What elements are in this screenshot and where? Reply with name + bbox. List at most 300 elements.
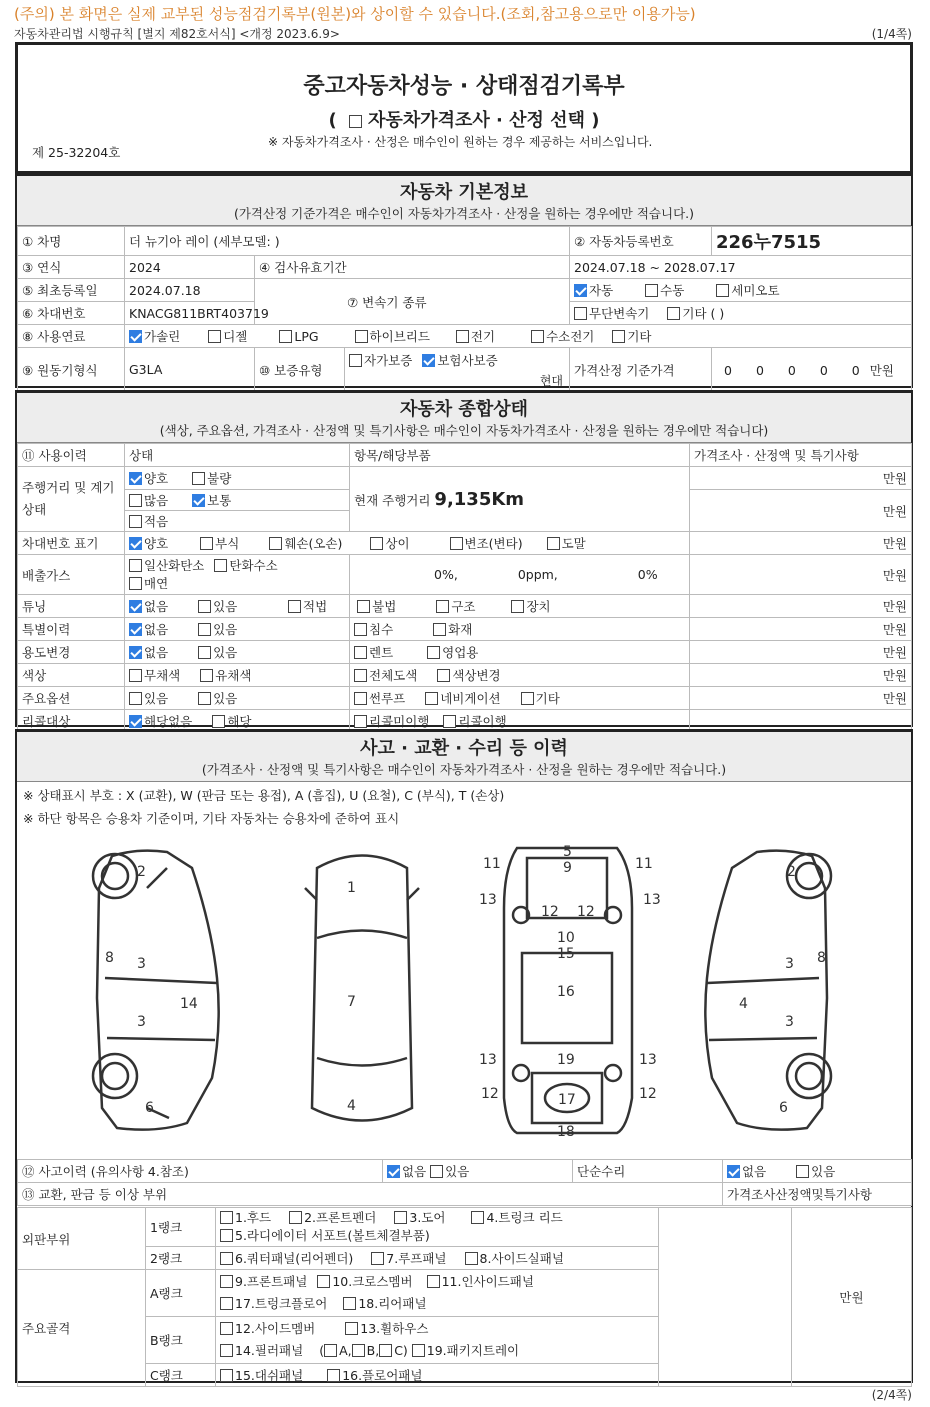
trans-etc-label: 기타 ( ) <box>682 306 725 321</box>
part-10-checkbox[interactable] <box>317 1275 330 1288</box>
odo-good-checkbox[interactable] <box>129 472 142 485</box>
warranty-insurance-checkbox[interactable] <box>422 354 435 367</box>
label-inspection-valid: ④ 검사유효기간 <box>255 256 570 279</box>
rank2-label: 2랭크 <box>146 1247 216 1270</box>
accident-section <box>15 729 913 1383</box>
dl-3b: 3 <box>137 1014 146 1030</box>
color-chromatic-label: 유채색 <box>215 668 252 683</box>
rankB-label: B랭크 <box>146 1317 216 1364</box>
odo-few-checkbox[interactable] <box>129 515 142 528</box>
gas-value-hc: 0ppm, <box>517 567 558 582</box>
rankC-label: C랭크 <box>146 1364 216 1387</box>
simple-none-checkbox[interactable] <box>727 1165 740 1178</box>
dt-7: 7 <box>347 994 356 1010</box>
part-4-checkbox[interactable] <box>471 1211 484 1224</box>
label-fuel: ⑧ 사용연료 <box>18 325 125 348</box>
label-parts-price: 가격조사산정액및특기사항 <box>723 1183 912 1206</box>
vin-diff-checkbox[interactable] <box>370 537 383 550</box>
dt-1: 1 <box>347 880 356 896</box>
price-digit-4: 0 <box>819 362 828 378</box>
odo-row1 <box>125 467 350 490</box>
vin-alter-checkbox[interactable] <box>450 537 463 550</box>
left-door-line <box>105 868 217 1118</box>
fuel-etc-checkbox[interactable] <box>612 330 625 343</box>
gas-price: 만원 <box>690 555 912 595</box>
part-19-label: 19.패키지트레이 <box>426 1343 520 1358</box>
usage-rent-label: 렌트 <box>369 645 394 660</box>
odo-bad-label: 불량 <box>207 471 232 486</box>
accident-yes-checkbox[interactable] <box>430 1165 443 1178</box>
vin-rust-checkbox[interactable] <box>200 537 213 550</box>
option-options-b <box>350 687 690 710</box>
fuel-gasoline-label: 가솔린 <box>144 329 181 344</box>
overall-title: 자동차 종합상태 <box>400 399 528 420</box>
label-year: ③ 연식 <box>18 256 125 279</box>
color-achromatic-label: 무채색 <box>144 668 181 683</box>
df-15: 15 <box>557 946 575 962</box>
recall-none-label: 해당없음 <box>144 714 193 729</box>
special-none-label: 없음 <box>144 622 169 637</box>
part-11-checkbox[interactable] <box>427 1275 440 1288</box>
accident-title: 사고 · 교환 · 수리 등 이력 <box>360 738 568 759</box>
usage-options-a <box>125 641 350 664</box>
vin-diff-label: 상이 <box>385 536 410 551</box>
price-digit-5: 0 <box>851 362 860 378</box>
pillar-b-checkbox[interactable] <box>352 1344 365 1357</box>
usage-price: 만원 <box>690 641 912 664</box>
gas-values <box>350 555 690 595</box>
rank2-items <box>216 1247 659 1270</box>
label-reg-number: ② 자동차등록번호 <box>570 227 712 256</box>
vin-price: 만원 <box>690 532 912 555</box>
pillar-a-label: A <box>339 1343 348 1358</box>
color-chromatic-checkbox[interactable] <box>200 669 213 682</box>
special-flood-label: 침수 <box>369 622 394 637</box>
color-change-checkbox[interactable] <box>437 669 450 682</box>
dr-6: 6 <box>779 1100 788 1116</box>
odo-label-1: 주행거리 및 계기 <box>22 480 115 495</box>
value-reg-number: 226누7515 <box>712 227 912 256</box>
df-11a: 11 <box>483 856 501 872</box>
special-fire-label: 화재 <box>448 622 473 637</box>
odo-label <box>18 467 125 532</box>
basic-info-header <box>17 176 911 226</box>
trans-auto-label: 자동 <box>589 283 614 298</box>
fuel-hybrid-label: 하이브리드 <box>369 329 430 344</box>
tuning-device-checkbox[interactable] <box>511 600 524 613</box>
part-3-label: 3.도어 <box>409 1210 446 1225</box>
odo-current-value: 9,135Km <box>434 488 525 510</box>
df-12a: 12 <box>541 904 559 920</box>
part-5-checkbox[interactable] <box>220 1229 233 1242</box>
dl-14: 14 <box>180 996 198 1012</box>
dr-3a: 3 <box>785 956 794 972</box>
odo-many-checkbox[interactable] <box>129 494 142 507</box>
color-change-label: 색상변경 <box>452 668 501 683</box>
usage-options-b <box>350 641 690 664</box>
vin-rust-label: 부식 <box>215 536 240 551</box>
part-7-checkbox[interactable] <box>371 1252 384 1265</box>
special-options-b <box>350 618 690 641</box>
odo-current-cell <box>350 467 690 532</box>
part-2-label: 2.프론트펜더 <box>304 1210 377 1225</box>
transmission-options-2 <box>570 302 912 325</box>
top-outline <box>312 856 412 1121</box>
rankA-label: A랭크 <box>146 1270 216 1317</box>
tuning-legal-label: 적법 <box>303 599 328 614</box>
overall-table <box>17 443 912 733</box>
value-inspection-valid: 2024.07.18 ~ 2028.07.17 <box>570 256 912 279</box>
rank1-items <box>216 1208 659 1247</box>
value-engine: G3LA <box>125 348 255 392</box>
part-16-checkbox[interactable] <box>327 1369 340 1382</box>
usage-yes-checkbox[interactable] <box>198 646 211 659</box>
doc-number: 제 25-32204호 <box>32 145 121 160</box>
title-note: ※ 자동차가격조사 · 산정은 매수인이 원하는 경우 제공하는 서비스입니다. <box>268 135 653 149</box>
odo-few-label: 적음 <box>144 514 169 529</box>
part-9-checkbox[interactable] <box>220 1275 233 1288</box>
price-option-checkbox[interactable] <box>349 115 362 128</box>
usage-rent-checkbox[interactable] <box>354 646 367 659</box>
option-navigation-checkbox[interactable] <box>425 692 438 705</box>
df-13d: 13 <box>639 1052 657 1068</box>
df-13c: 13 <box>479 1052 497 1068</box>
gas-value-smoke: 0% <box>637 567 658 582</box>
car-diagram <box>17 828 911 1158</box>
doc-title: 중고자동차성능 · 상태점검기록부 <box>303 74 625 99</box>
odo-row3 <box>125 511 350 532</box>
color-full-paint-label: 전체도색 <box>369 668 418 683</box>
color-achromatic-checkbox[interactable] <box>129 669 142 682</box>
usage-yes-label: 있음 <box>213 645 238 660</box>
recall-not-done-checkbox[interactable] <box>354 715 367 728</box>
option-yes2-checkbox[interactable] <box>198 692 211 705</box>
price-digit-3: 0 <box>787 362 796 378</box>
notice-banner: (주의) 본 화면은 실제 교부된 성능점검기록부(원본)와 상이할 수 있습니다.(조회,참고용으로만 이용가능) <box>14 5 696 23</box>
gas-smoke-checkbox[interactable] <box>129 577 142 590</box>
odo-current-label: 현재 주행거리 <box>354 492 431 508</box>
vin-good-label: 양호 <box>144 536 169 551</box>
df-9: 9 <box>563 860 572 876</box>
part-13-label: 13.휠하우스 <box>360 1321 429 1336</box>
simple-none-label: 없음 <box>742 1164 767 1179</box>
option-sunroof-checkbox[interactable] <box>354 692 367 705</box>
special-price: 만원 <box>690 618 912 641</box>
vin-paint-label: 도말 <box>561 536 586 551</box>
simple-yes-checkbox[interactable] <box>796 1165 809 1178</box>
rankA-items <box>216 1270 659 1317</box>
color-price: 만원 <box>690 664 912 687</box>
simple-repair-options <box>723 1160 912 1183</box>
label-parts: ⑬ 교환, 판금 등 이상 부위 <box>18 1183 723 1206</box>
odo-price-2: 만원 <box>690 490 912 532</box>
dr-2: 2 <box>787 864 796 880</box>
option-etc-label: 기타 <box>535 691 560 706</box>
recall-none-checkbox[interactable] <box>129 715 142 728</box>
dl-2: 2 <box>137 864 146 880</box>
simple-yes-label: 있음 <box>811 1164 836 1179</box>
df-11b: 11 <box>635 856 653 872</box>
part-12-checkbox[interactable] <box>220 1322 233 1335</box>
usage-label: 용도변경 <box>18 641 125 664</box>
part-4-label: 4.트렁크 리드 <box>486 1210 563 1225</box>
pillar-c-label: C <box>394 1343 403 1358</box>
title-frame <box>15 42 913 174</box>
basic-info-subtitle: (가격산정 기준가격은 매수인이 자동차가격조사 · 산정을 원하는 경우에만 적습니다.) <box>233 206 695 221</box>
option-etc-checkbox[interactable] <box>521 692 534 705</box>
gas-value-co: 0%, <box>434 567 458 582</box>
fuel-hydrogen-checkbox[interactable] <box>531 330 544 343</box>
fuel-gasoline-checkbox[interactable] <box>129 330 142 343</box>
label-transmission <box>255 279 570 325</box>
tuning-structure-label: 구조 <box>451 599 476 614</box>
color-options-a <box>125 664 350 687</box>
part-12-label: 12.사이드멤버 <box>235 1321 316 1336</box>
fuel-electric-label: 전기 <box>470 329 496 344</box>
trans-etc-checkbox[interactable] <box>667 307 680 320</box>
part-14-label: 14.필러패널 <box>235 1343 304 1358</box>
usage-business-checkbox[interactable] <box>427 646 440 659</box>
part-19-checkbox[interactable] <box>412 1344 425 1357</box>
price-option-label: 자동차가격조사 · 산정 선택 <box>368 110 585 131</box>
df-18: 18 <box>557 1124 575 1140</box>
part-6-label: 6.쿼터패널(리어펜더) <box>235 1251 354 1266</box>
part-5-label: 5.라디에이터 서포트(볼트체결부품) <box>235 1228 430 1243</box>
fuel-electric-checkbox[interactable] <box>456 330 469 343</box>
tuning-price: 만원 <box>690 595 912 618</box>
h-state: 상태 <box>125 444 350 467</box>
pillar-b-label: B <box>366 1343 376 1358</box>
df-12b: 12 <box>577 904 595 920</box>
pillar-a-checkbox[interactable] <box>324 1344 337 1357</box>
part-14-checkbox[interactable] <box>220 1344 233 1357</box>
df-17: 17 <box>558 1092 576 1108</box>
warranty-self-label: 자가보증 <box>364 353 413 368</box>
trans-semi-checkbox[interactable] <box>716 284 729 297</box>
warranty-options <box>345 348 570 392</box>
accident-header <box>17 732 911 782</box>
special-yes-checkbox[interactable] <box>198 623 211 636</box>
part-17-checkbox[interactable] <box>220 1297 233 1310</box>
trans-cvt-checkbox[interactable] <box>574 307 587 320</box>
dl-3a: 3 <box>137 956 146 972</box>
basic-info-title: 자동차 기본정보 <box>400 182 528 203</box>
color-options-b <box>350 664 690 687</box>
color-label: 색상 <box>18 664 125 687</box>
warranty-self-checkbox[interactable] <box>349 354 362 367</box>
recall-done-label: 리콜이행 <box>458 714 507 729</box>
option-label: 주요옵션 <box>18 687 125 710</box>
pillar-c-checkbox[interactable] <box>379 1344 392 1357</box>
part-3-checkbox[interactable] <box>394 1211 407 1224</box>
part-15-label: 15.대쉬패널 <box>235 1368 304 1383</box>
part-17-label: 17.트렁크플로어 <box>235 1296 328 1311</box>
value-year: 2024 <box>125 256 255 279</box>
part-8-checkbox[interactable] <box>465 1252 478 1265</box>
tuning-structure-checkbox[interactable] <box>436 600 449 613</box>
page-number-bottom: (2/4쪽) <box>871 1388 912 1402</box>
odo-normal-checkbox[interactable] <box>192 494 205 507</box>
transmission-options-1 <box>570 279 912 302</box>
part-1-label: 1.후드 <box>235 1210 272 1225</box>
tuning-illegal-checkbox[interactable] <box>357 600 370 613</box>
price-unit: 만원 <box>869 362 894 378</box>
part-10-label: 10.크로스멤버 <box>332 1274 413 1289</box>
option-yes2-label: 있음 <box>213 691 238 706</box>
tuning-label: 튜닝 <box>18 595 125 618</box>
odo-label-2: 상태 <box>22 502 47 517</box>
fuel-diesel-checkbox[interactable] <box>208 330 221 343</box>
outer-label: 외판부위 <box>18 1208 146 1270</box>
trans-semi-label: 세미오토 <box>731 283 780 298</box>
option-options-a <box>125 687 350 710</box>
recall-label: 리콜대상 <box>18 710 125 733</box>
gas-hc-checkbox[interactable] <box>214 559 227 572</box>
df-19: 19 <box>557 1052 575 1068</box>
label-first-reg: ⑤ 최초등록일 <box>18 279 125 302</box>
left-front-wheel <box>93 854 137 898</box>
overall-header <box>17 393 911 443</box>
label-accident: ⑫ 사고이력 (유의사항 4.참조) <box>18 1160 383 1183</box>
usage-business-label: 영업용 <box>442 645 479 660</box>
part-16-label: 16.플로어패널 <box>342 1368 423 1383</box>
value-vin: KNACG811BRT403719 <box>125 302 255 325</box>
part-15-checkbox[interactable] <box>220 1369 233 1382</box>
part-11-label: 11.인사이드패널 <box>441 1274 534 1289</box>
rank1-label: 1랭크 <box>146 1208 216 1247</box>
option-navigation-label: 네비게이션 <box>440 691 501 706</box>
value-car-name: 더 뉴기아 레이 (세부모델: ) <box>125 227 570 256</box>
gas-smoke-label: 매연 <box>144 575 169 591</box>
tuning-device-label: 장치 <box>526 599 551 614</box>
gas-hc-label: 탄화수소 <box>229 557 278 573</box>
h-usage: ⑪ 사용이력 <box>18 444 125 467</box>
parts-price-spacer <box>659 1208 792 1387</box>
trans-cvt-label: 무단변속기 <box>589 306 650 321</box>
warranty-insurance-label: 보험사보증 <box>437 353 498 368</box>
usage-none-checkbox[interactable] <box>129 646 142 659</box>
value-first-reg: 2024.07.18 <box>125 279 255 302</box>
special-label: 특별이력 <box>18 618 125 641</box>
option-sunroof-label: 썬루프 <box>369 691 406 706</box>
df-16: 16 <box>557 984 575 1000</box>
odo-bad-checkbox[interactable] <box>192 472 205 485</box>
df-12c: 12 <box>481 1086 499 1102</box>
special-none-checkbox[interactable] <box>129 623 142 636</box>
part-18-label: 18.리어패널 <box>358 1296 427 1311</box>
df-5: 5 <box>563 844 572 860</box>
vin-paint-checkbox[interactable] <box>547 537 560 550</box>
vin-mark-options <box>125 532 690 555</box>
odo-price-1: 만원 <box>690 467 912 490</box>
vin-damage-checkbox[interactable] <box>269 537 282 550</box>
tuning-none-label: 없음 <box>144 599 169 614</box>
recall-yes-label: 해당 <box>227 714 252 729</box>
option-yes1-checkbox[interactable] <box>129 692 142 705</box>
tuning-none-checkbox[interactable] <box>129 600 142 613</box>
warranty-maker: 현대 <box>539 374 563 388</box>
trans-manual-checkbox[interactable] <box>645 284 658 297</box>
parts-price: 만원 <box>792 1208 912 1387</box>
dl-6: 6 <box>145 1100 154 1116</box>
option-price: 만원 <box>690 687 912 710</box>
color-full-paint-checkbox[interactable] <box>354 669 367 682</box>
recall-not-done-label: 리콜미이행 <box>369 714 430 729</box>
label-base-price: 가격산정 기준가격 <box>570 348 712 392</box>
fuel-lpg-label: LPG <box>294 329 319 344</box>
gas-co-label: 일산화탄소 <box>144 557 205 573</box>
option-yes1-label: 있음 <box>144 691 169 706</box>
overall-subtitle: (색상, 주요옵션, 가격조사 · 산정액 및 특기사항은 매수인이 자동차가격조사 · 산정을 원하는 경우에만 적습니다) <box>159 423 769 438</box>
fuel-etc-label: 기타 <box>627 329 652 344</box>
paren-close: ) <box>591 110 600 131</box>
df-13b: 13 <box>643 892 661 908</box>
rankB-items: 12.사이드멤버 13.휠하우스 14.필러패널 ( A, B, C) 19.패키지트레이 <box>216 1317 659 1364</box>
transmission-label-text: ⑦ 변속기 종류 <box>347 294 427 310</box>
odo-normal-label: 보통 <box>207 493 232 508</box>
recall-done-checkbox[interactable] <box>443 715 456 728</box>
odo-many-label: 많음 <box>144 493 169 508</box>
gas-label: 배출가스 <box>18 555 125 595</box>
price-option-line <box>18 106 910 132</box>
accident-none-checkbox[interactable] <box>387 1165 400 1178</box>
fuel-lpg-checkbox[interactable] <box>279 330 292 343</box>
right-door-line <box>707 978 819 1040</box>
dt-4: 4 <box>347 1098 356 1114</box>
h-item: 항목/해당부품 <box>350 444 690 467</box>
part-6-checkbox[interactable] <box>220 1252 233 1265</box>
law-reference: 자동차관리법 시행규칙 [별지 제82호서식] <개정 2023.6.9> <box>14 27 340 41</box>
special-fire-checkbox[interactable] <box>433 623 446 636</box>
special-yes-label: 있음 <box>213 622 238 637</box>
tuning-legal-checkbox[interactable] <box>288 600 301 613</box>
usage-none-label: 없음 <box>144 645 169 660</box>
legend-note: ※ 하단 항목은 승용차 기준이며, 기타 자동차는 승용차에 준하여 표시 <box>23 811 400 826</box>
fuel-hybrid-checkbox[interactable] <box>355 330 368 343</box>
accident-subtitle: (가격조사 · 산정액 및 특기사항은 매수인이 자동차가격조사 · 산정을 원하는 경우에만 적습니다.) <box>201 762 727 777</box>
accident-options <box>383 1160 573 1183</box>
main-frame-label: 주요골격 <box>18 1270 146 1387</box>
price-digit-1: 0 <box>724 362 732 378</box>
vin-mark-label: 차대번호 표기 <box>18 532 125 555</box>
part-13-checkbox[interactable] <box>345 1322 358 1335</box>
trans-auto-checkbox[interactable] <box>574 284 587 297</box>
vin-alter-label: 변조(변타) <box>464 536 523 551</box>
basic-info-section <box>15 173 913 388</box>
gas-co-checkbox[interactable] <box>129 559 142 572</box>
vin-good-checkbox[interactable] <box>129 537 142 550</box>
status-legend: ※ 상태표시 부호 : X (교환), W (판금 또는 용접), A (흠집), U (요철), C (부식), T (손상) <box>23 788 505 803</box>
base-price-digits <box>712 348 912 392</box>
recall-yes-checkbox[interactable] <box>212 715 225 728</box>
dr-3b: 3 <box>785 1014 794 1030</box>
part-1-checkbox[interactable] <box>220 1211 233 1224</box>
special-options-a <box>125 618 350 641</box>
label-car-name: ① 차명 <box>18 227 125 256</box>
parts-table <box>17 1207 912 1387</box>
label-warranty: ⑩ 보증유형 <box>255 348 345 392</box>
part-9-label: 9.프론트패널 <box>235 1274 308 1289</box>
label-engine: ⑨ 원동기형식 <box>18 348 125 392</box>
part-18-checkbox[interactable] <box>343 1297 356 1310</box>
tuning-yes-label: 있음 <box>213 599 238 614</box>
special-flood-checkbox[interactable] <box>354 623 367 636</box>
gas-options <box>125 555 350 595</box>
trans-manual-label: 수동 <box>660 283 685 298</box>
tuning-yes-checkbox[interactable] <box>198 600 211 613</box>
part-2-checkbox[interactable] <box>289 1211 302 1224</box>
dr-4: 4 <box>739 996 748 1012</box>
